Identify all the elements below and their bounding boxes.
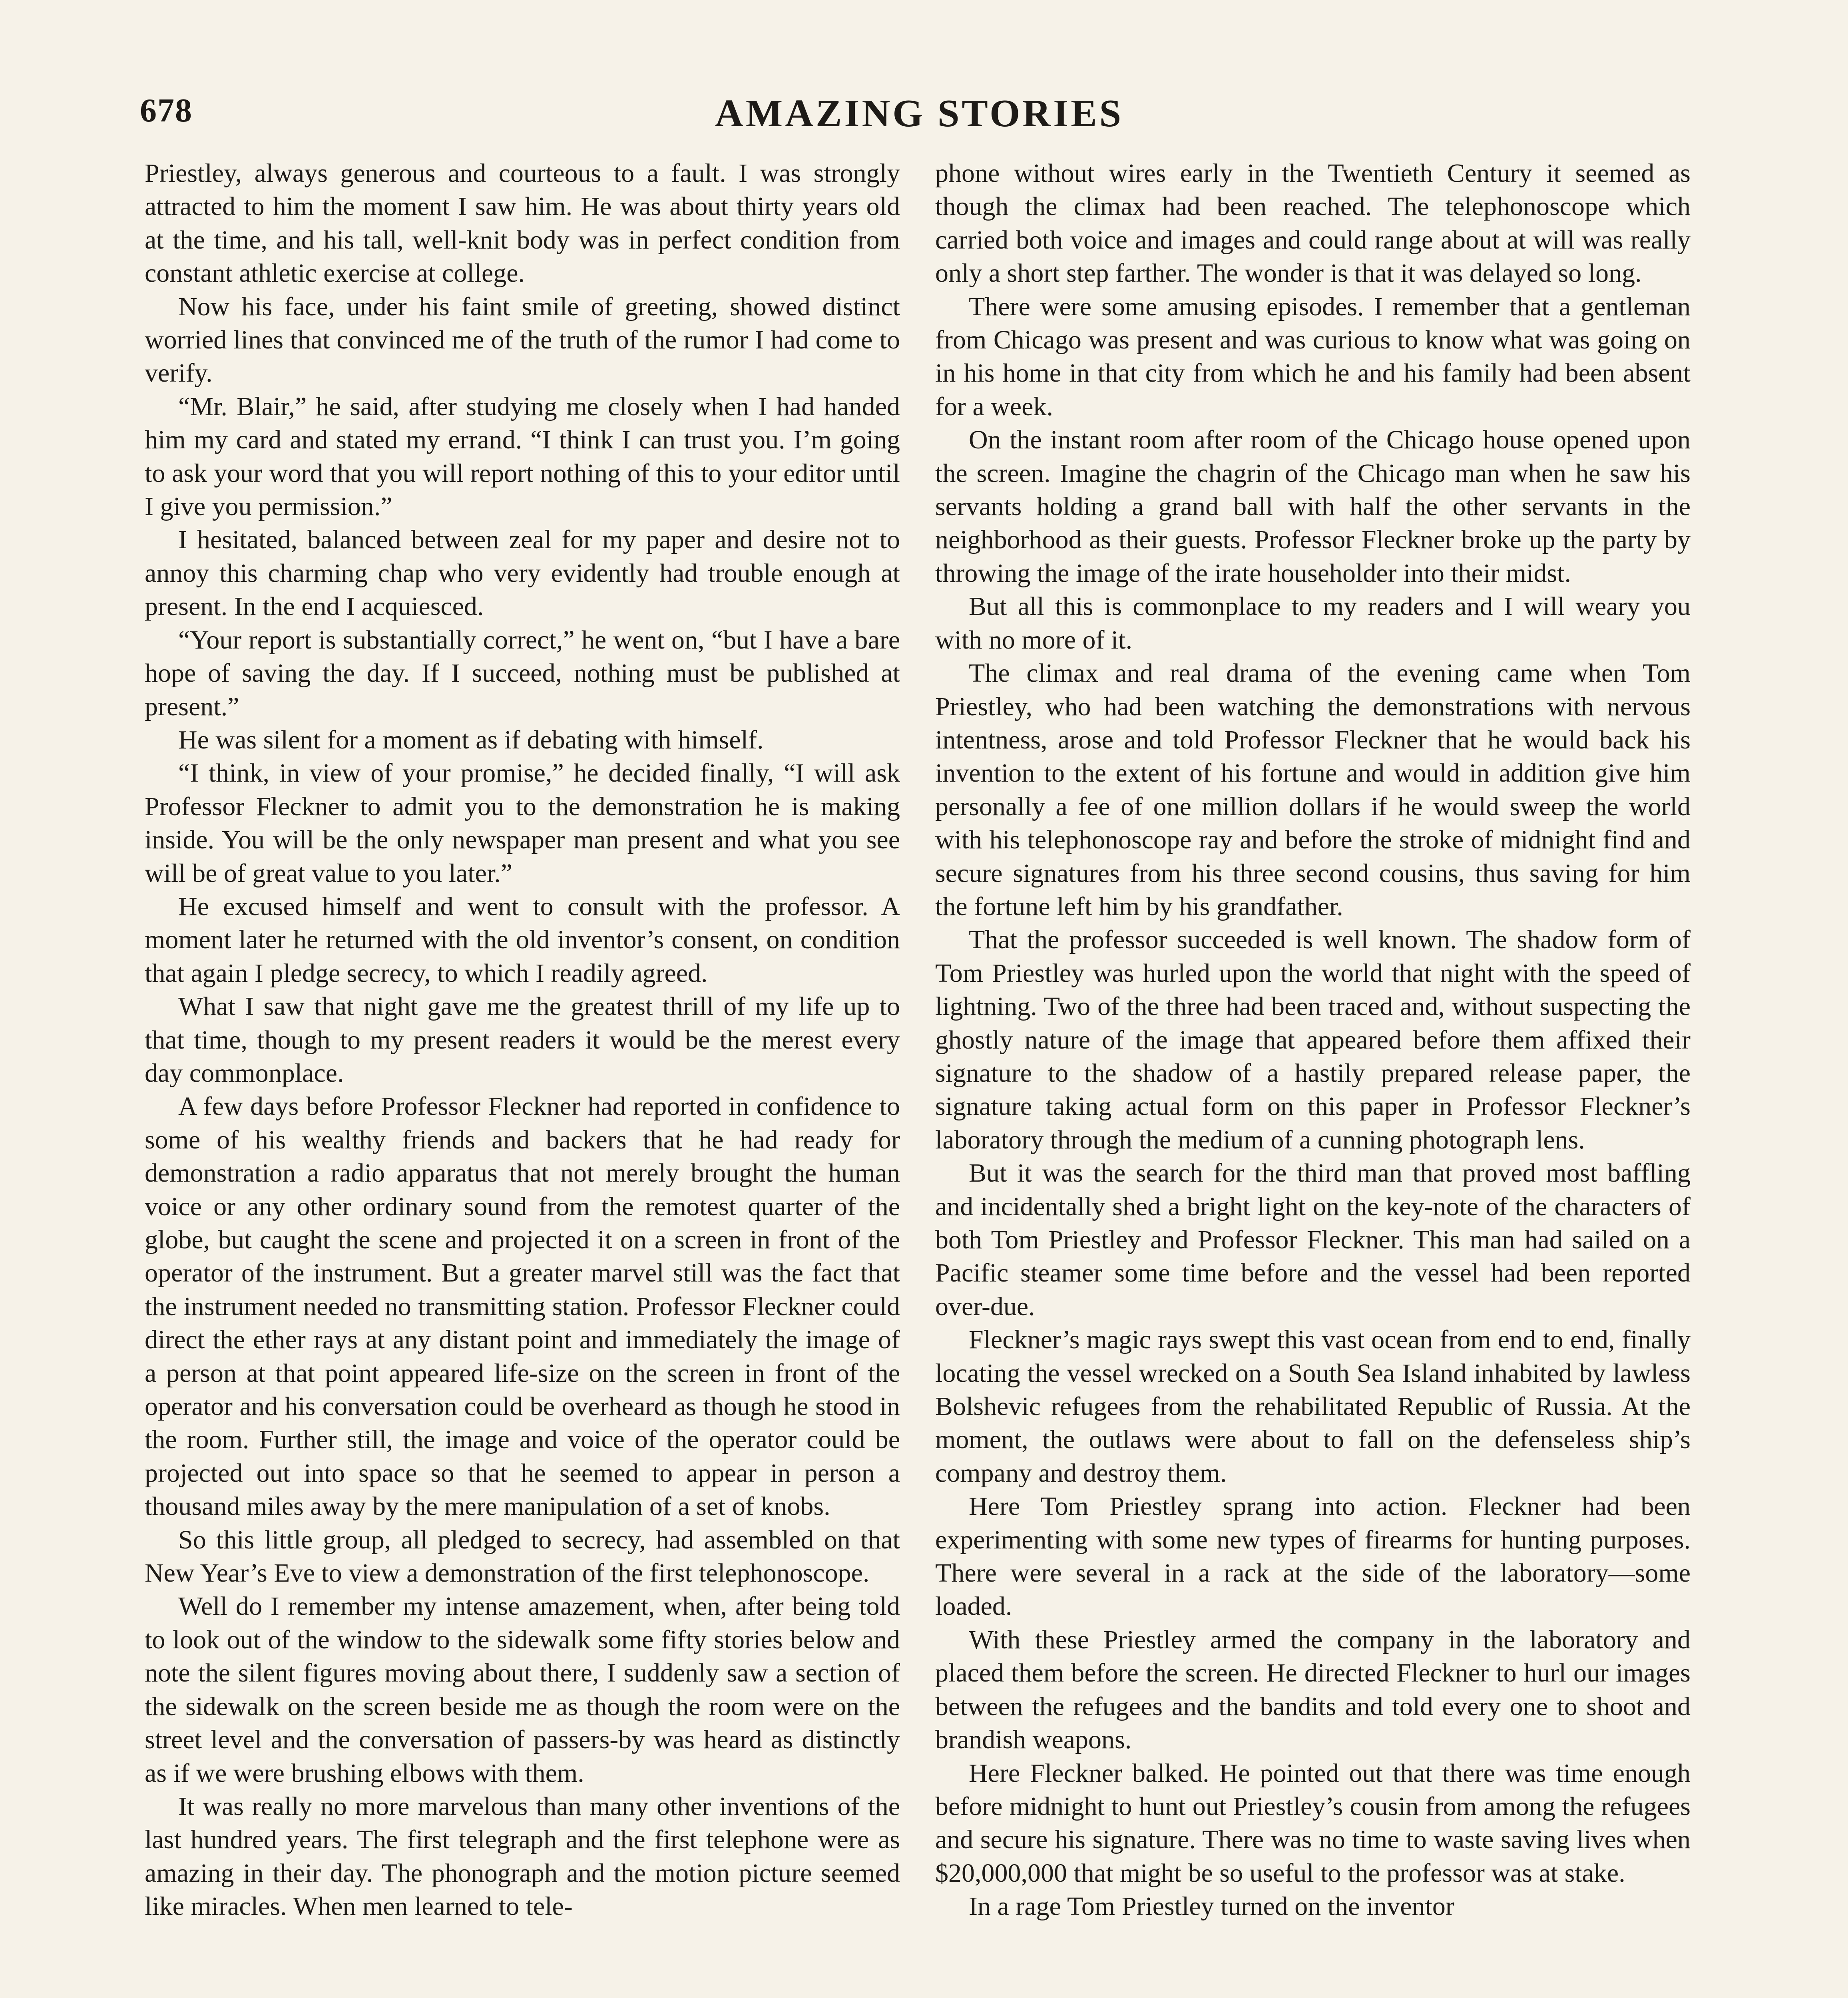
page-header	[140, 91, 1699, 139]
paragraph: “Mr. Blair,” he said, after studying me closely when I had handed him my card and stated my errand. “I think I can trust you. I’m going to ask your word that you will report nothing of this to your editor until I give you permission.”	[145, 392, 900, 521]
left-column	[145, 157, 900, 1923]
paragraph: Priestley, always generous and courteous to a fault. I was strongly attracted to him the moment I saw him. He was about thirty years old at the time, and his tall, well-knit body was in perfect condition from constant athletic exercise at college.	[145, 159, 900, 288]
paragraph: Here Fleckner balked. He pointed out that there was time enough before midnight to hunt out Priestley’s cousin from among the refugees and secure his signature. There was no time to waste saving lives when $20,000,000 that might be so useful to the professor was at stake.	[935, 1758, 1691, 1888]
paragraph: It was really no more marvelous than many other inventions of the last hundred years. The first telegraph and the first telephone were as amazing in their day. The phonograph and the motion picture seemed like miracles. When men learned to tele-	[145, 1791, 900, 1921]
paragraph: That the professor succeeded is well known. The shadow form of Tom Priestley was hurled upon the world that night with the speed of lightning. Two of the three had been traced and, without suspecting the ghostly nature of the image that appeared before them affixed their signature to the shadow of a hastily prepared release paper, the signature taking actual form on this paper in Professor Fleckner’s laboratory through the medium of a cunning photograph lens.	[935, 925, 1691, 1154]
paragraph: A few days before Professor Fleckner had reported in confidence to some of his wealthy friends and backers that he had ready for demonstration a radio apparatus that not merely brought the human voice or any other ordinary sound from the remotest quarter of the globe, but caught the scene and projected it on a screen in front of the operator of the instrument. But a greater marvel still was the fact that the instrument needed no transmitting station. Professor Fleckner could direct the ether rays at any distant point and immediately the image of a person at that point appeared life-size on the screen in front of the operator and his conversation could be overheard as though he stood in the room. Further still, the image and voice of the operator could be projected out into space so that he seemed to appear in person a thousand miles away by the mere manipulation of a set of knobs.	[145, 1092, 900, 1521]
paragraph: “Your report is substantially correct,” he went on, “but I have a bare hope of saving the day. If I succeed, nothing must be published at present.”	[145, 625, 900, 721]
paragraph: But it was the search for the third man that proved most baffling and incidentally shed a bright light on the key-note of the characters of both Tom Priestley and Professor Fleckner. This man had sailed on a Pacific steamer some time before and the vessel had been reported over-due.	[935, 1158, 1691, 1321]
paragraph: Fleckner’s magic rays swept this vast ocean from end to end, finally locating the vessel wrecked on a South Sea Island inhabited by lawless Bolshevic refugees from the rehabilitated Republic of Russia. At the moment, the outlaws were about to fall on the defenseless ship’s company and destroy them.	[935, 1325, 1691, 1488]
paragraph: What I saw that night gave me the greatest thrill of my life up to that time, though to my present readers it would be the merest every day commonplace.	[145, 992, 900, 1088]
paragraph: Here Tom Priestley sprang into action. Fleckner had been experimenting with some new types of firearms for hunting purposes. There were several in a rack at the side of the laboratory—some loaded.	[935, 1492, 1691, 1621]
paragraph: So this little group, all pledged to secrecy, had assembled on that New Year’s Eve to view a demonstration of the first telephonoscope.	[145, 1525, 900, 1588]
paragraph: The climax and real drama of the evening came when Tom Priestley, who had been watching the demonstrations with nervous intentness, arose and told Professor Fleckner that he would back his invention to the extent of his fortune and would in addition give him personally a fee of one million dollars if he would sweep the world with his telephonoscope ray and before the stroke of midnight find and secure signatures from his three second cousins, thus saving for him the fortune left him by his grandfather.	[935, 659, 1691, 921]
paragraph: He excused himself and went to consult with the professor. A moment later he returned with the old inventor’s consent, on condition that again I pledge secrecy, to which I readily agreed.	[145, 892, 900, 988]
paragraph: But all this is commonplace to my readers and I will weary you with no more of it.	[935, 592, 1691, 655]
page-number: 678	[140, 92, 193, 129]
paragraph: Now his face, under his faint smile of greeting, showed distinct worried lines that convinced me of the truth of the rumor I had come to verify.	[145, 292, 900, 388]
paragraph: There were some amusing episodes. I remember that a gentleman from Chicago was present and was curious to know what was going on in his home in that city from which he and his family had been absent for a week.	[935, 292, 1691, 421]
paragraph: With these Priestley armed the company in the laboratory and placed them before the screen. He directed Fleckner to hurl our images between the refugees and the bandits and told every one to shoot and brandish weapons.	[935, 1625, 1691, 1755]
paragraph: phone without wires early in the Twentieth Century it seemed as though the climax had been reached. The telephonoscope which carried both voice and images and could range about at will was really only a short step farther. The wonder is that it was delayed so long.	[935, 159, 1691, 288]
paragraph: I hesitated, balanced between zeal for my paper and desire not to annoy this charming chap who very evidently had trouble enough at present. In the end I acquiesced.	[145, 525, 900, 621]
magazine-title: AMAZING STORIES	[715, 92, 1124, 135]
paragraph: In a rage Tom Priestley turned on the inventor	[969, 1892, 1454, 1921]
paragraph: Well do I remember my intense amazement, when, after being told to look out of the window to the sidewalk some fifty stories below and note the silent figures moving about there, I suddenly saw a section of the sidewalk on the screen beside me as though the room were on the street level and the conversation of passers-by was heard as distinctly as if we were brushing elbows with them.	[145, 1592, 900, 1788]
paragraph: “I think, in view of your promise,” he decided finally, “I will ask Professor Fleckner to admit you to the demonstration he is making inside. You will be the only newspaper man present and what you see will be of great value to you later.”	[145, 758, 900, 888]
paragraph: On the instant room after room of the Chicago house opened upon the screen. Imagine the chagrin of the Chicago man when he saw his servants holding a grand ball with half the other servants in the neighborhood as their guests. Professor Fleckner broke up the party by throwing the image of the irate householder into their midst.	[935, 425, 1691, 588]
right-column	[935, 157, 1691, 1923]
paragraph: He was silent for a moment as if debating with himself.	[178, 725, 764, 754]
